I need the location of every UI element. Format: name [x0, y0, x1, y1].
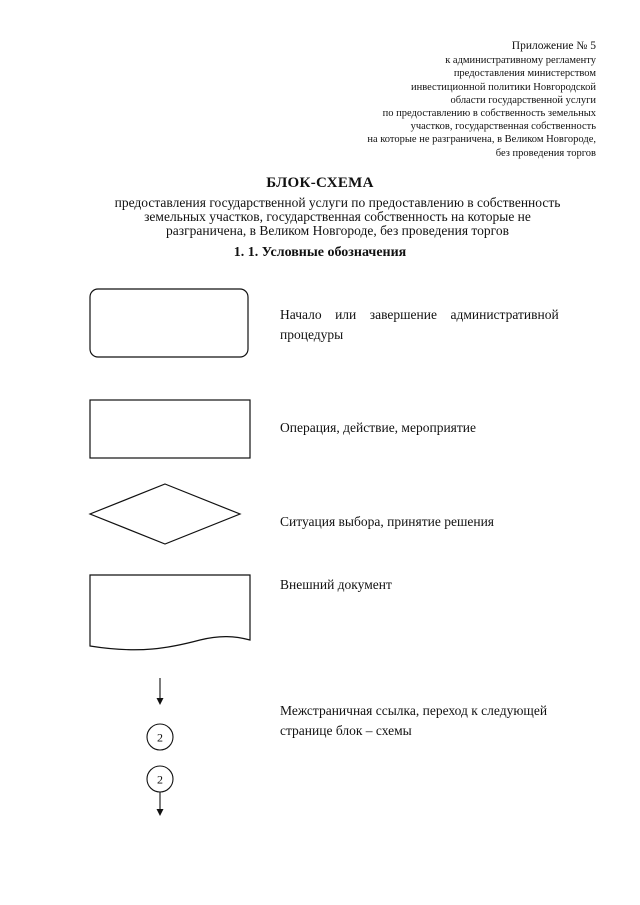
- page-link-description: [280, 701, 598, 741]
- arrow-head-down-icon: [157, 698, 164, 705]
- decision-description: Ситуация выбора, принятие решения: [280, 514, 495, 529]
- document-description: Внешний документ: [280, 577, 392, 592]
- appendix-line: по предоставлению в собственность земельных: [382, 108, 596, 120]
- appendix-line: к административному регламенту: [445, 55, 596, 67]
- document-shape: [90, 575, 250, 650]
- appendix-heading: Приложение № 5: [511, 40, 596, 52]
- arrow-head-down-icon: [157, 809, 164, 816]
- subtitle-line: земельных участков, государственная собственность на которые не: [144, 209, 531, 224]
- section-title: 1. 1. Условные обозначения: [233, 245, 407, 260]
- subtitle-line: предоставления государственной услуги по предоставлению в собственность: [114, 195, 561, 210]
- appendix-line: инвестиционной политики Новгородской: [410, 81, 596, 93]
- appendix-line: без проведения торгов: [495, 147, 596, 159]
- connector-label-out: 2: [157, 772, 163, 787]
- decision-shape: [90, 484, 240, 544]
- start-end-description: [280, 305, 598, 345]
- appendix-line: на которые не разграничена, в Великом Новгороде,: [367, 134, 596, 146]
- appendix-line: предоставления министерством: [453, 68, 596, 80]
- description-line: странице блок – схемы: [280, 723, 412, 738]
- appendix-line: области государственной услуги: [450, 94, 596, 106]
- start-end-shape: [90, 289, 248, 357]
- document-title: БЛОК-СХЕМА: [266, 175, 374, 191]
- connector-label-in: 2: [157, 730, 163, 745]
- operation-description: Операция, действие, мероприятие: [280, 420, 476, 435]
- subtitle-line: разграничена, в Великом Новгороде, без проведения торгов: [166, 223, 509, 238]
- description-line: процедуры: [280, 327, 344, 342]
- description-line: Начало или завершение административной: [280, 307, 559, 322]
- description-line: Межстраничная ссылка, переход к следующей: [280, 703, 548, 718]
- operation-shape: [90, 400, 250, 458]
- appendix-line: участков, государственная собственность: [410, 121, 596, 133]
